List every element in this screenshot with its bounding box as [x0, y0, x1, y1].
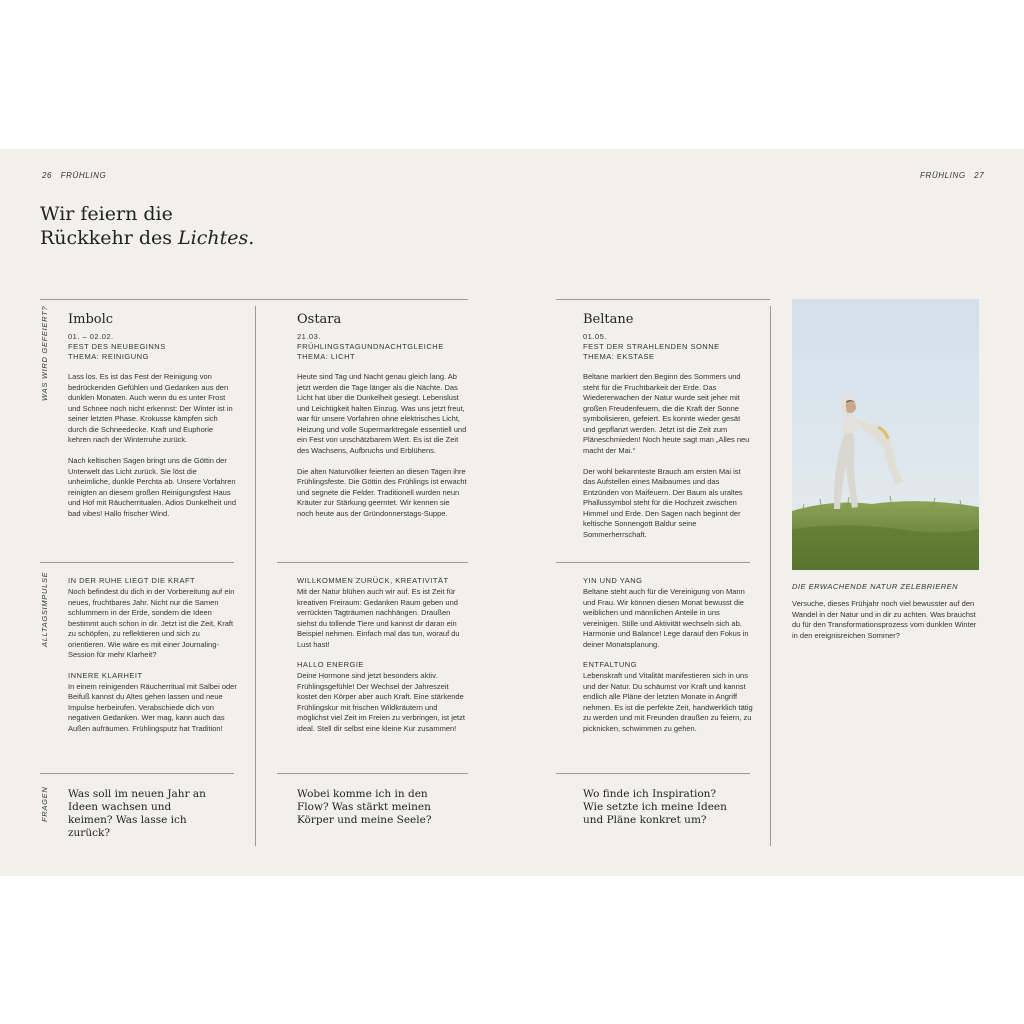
festival-title: FEST DER STRAHLENDEN SONNE	[583, 342, 720, 351]
page-headline	[40, 202, 254, 250]
impulse-title: INNERE KLARHEIT	[68, 670, 143, 680]
rule-impulse-1	[40, 562, 234, 563]
rule-question-1	[40, 773, 234, 774]
festival-column-ostara	[297, 312, 467, 530]
left-page-number: 26	[42, 171, 53, 180]
side-label-celebration: WAS WIRD GEFEIERT?	[40, 305, 49, 401]
festival-meta	[583, 332, 753, 362]
festival-body	[297, 372, 467, 519]
festival-paragraph: Beltane markiert den Beginn des Sommers und steht für die Fruchtbarkeit der Erde. Das Wiedererwachen der Natur wurde seit jeher mit großen Freudenfeuern, die die Kraft der Sonne symbolisieren, gefeiert. Es konnte wieder gesät und gepflanzt werden. Jetzt ist die Zeit zum Pläneschmieden! Noch heute sagt man „Alles neu macht der Mai.“	[583, 372, 750, 455]
impulse-title: YIN UND YANG	[583, 576, 643, 585]
festival-column-imbolc	[68, 312, 238, 530]
impulse-text: Lebenskraft und Vitalität manifestieren sich in uns und der Natur. Du schäumst vor Kraft und kannst endlich alle Pläne der letzten Monate in Angriff nehmen. Es ist die perfekte Zeit, handwerklich tätig zu werden und mit Freunden draußen zu feiern, zu picknicken, schwimmen zu gehen.	[583, 671, 753, 733]
rule-question-3	[556, 773, 750, 774]
right-page-number: 27	[974, 171, 985, 180]
festival-title: FEST DES NEUBEGINNS	[68, 342, 166, 351]
festival-paragraph: Nach keltischen Sagen bringt uns die Göttin der Unterwelt das Licht zurück. Sie löst die unheimliche, dunkle Perchta ab. Unsere Vorfahren reinigten an diesem großen Reinigungsfest Haus und Hof mit Räucherritualen. Adios Dunkelheit und bad vibes! Hallo frischer Wind.	[68, 456, 237, 518]
headline-line-2	[40, 226, 254, 250]
festival-name: Ostara	[297, 312, 342, 327]
photo-caption	[792, 582, 979, 641]
impulse-text: In einem reinigenden Räucherritual mit Salbei oder Beifuß kannst du Altes gehen lassen und neue Impulse herbeirufen. Verabschiede dich von negativen Gedanken. Wer mag, kann auch das Außen aufräumen. Frühlingsputz hat Tradition!	[68, 681, 237, 733]
impulse-title: IN DER RUHE LIEGT DIE KRAFT	[68, 576, 196, 585]
impulse-title: WILLKOMMEN ZURÜCK, KREATIVITÄT	[297, 576, 449, 585]
festival-theme: THEMA: LICHT	[297, 352, 356, 361]
festival-paragraph: Die alten Naturvölker feierten an diesen Tagen ihre Frühlingsfeste. Die Göttin des Frühlings ist erwacht und segnete die Felder. Traditionell wurden neun Kräuter zur Stärkung geerntet. Wir kennen sie noch heute aus der Gründonnerstags-Suppe.	[297, 466, 467, 518]
festival-theme: THEMA: EKSTASE	[583, 352, 655, 361]
festival-name: Imbolc	[68, 312, 114, 327]
column-divider-1	[255, 306, 256, 846]
festival-name: Beltane	[583, 312, 634, 327]
rule-impulse-2	[277, 562, 468, 563]
side-label-questions: FRAGEN	[40, 786, 49, 822]
impulses-beltane	[583, 576, 753, 734]
festival-theme: THEMA: REINIGUNG	[68, 352, 149, 361]
column-divider-2	[770, 306, 771, 846]
right-running-head: FRÜHLING	[920, 171, 966, 180]
rule-question-2	[277, 773, 468, 774]
impulse-title: ENTFALTUNG	[583, 660, 638, 669]
impulse-text: Mit der Natur blühen auch wir auf. Es ist Zeit für kreativen Freiraum: Gedanken Raum geben und verrückten Tagträumen nachhängen. Draußen siehst du tollende Tiere und kannst dir daran ein Beispiel nehmen. Einfach mal das tun, worauf du Lust hast!	[297, 587, 460, 649]
festival-meta	[297, 332, 467, 362]
festival-column-beltane	[583, 312, 753, 551]
headline-line-1: Wir feiern die	[40, 203, 173, 225]
impulse-text: Beltane steht auch für die Vereinigung von Mann und Frau. Wir können diesen Monat bewusst die weiblichen und männlichen Anteile in uns vereinigen. Stille und Aktivität wechseln sich ab. Harmonie und Balance! Lege darauf den Fokus in deiner Monatsplanung.	[583, 587, 749, 649]
festival-body	[68, 372, 238, 519]
festival-date: 01. – 02.02.	[68, 332, 114, 341]
festival-paragraph: Heute sind Tag und Nacht genau gleich lang. Ab jetzt werden die Tage länger als die Nächte. Das Licht hat über die Dunkelheit gesiegt. Lebenslust und Leichtigkeit halten Einzug. Was uns jetzt freut, war für unsere Vorfahren ohne elektrisches Licht, Heizung und volle Supermarktregale essentiell und ein Fest von unschätzbarem Wert. Es ist die Zeit des Wachsens, Aufbruchs und Erblühens.	[297, 372, 467, 455]
impulse-text: Noch befindest du dich in der Vorbereitung auf ein neues, fruchtbares Jahr. Nicht nur die Samen schlummern in der Erde, sondern die Ideen bestimmt auch schon in dir. Jetzt ist die Zeit, Kraft zu schöpfen, zu reflektieren und sich zu orientieren. Wie wäre es mit einer Journaling-Session für mehr Klarheit?	[68, 587, 235, 659]
headline-line-2-plain: Rückkehr des	[40, 227, 179, 249]
impulses-ostara	[297, 576, 467, 734]
impulse-text: Deine Hormone sind jetzt besonders aktiv. Frühlingsgefühle! Der Wechsel der Jahreszeit kostet den Körper aber auch Kraft. Eine stärkende Frühlingskur mit frischen Wildkräutern und möglichst viel Zeit im Freien zu verbringen, ist jetzt ideal. Stell dir selbst eine kleine Kur zusammen!	[297, 671, 465, 733]
left-running-head: FRÜHLING	[60, 171, 107, 180]
festival-date: 01.05.	[583, 332, 607, 341]
side-label-impulses: ALLTAGSIMPULSE	[40, 571, 49, 647]
caption-text: Versuche, dieses Frühjahr noch viel bewusster auf den Wandel in der Natur und in dir zu achten. Was brauchst du für den Transformationsprozess vom dunklen Winter in den ereignisreichen Sommer?	[792, 599, 977, 640]
question-ostara: Wobei komme ich in den Flow? Was stärkt meinen Körper und meine Seele?	[297, 788, 432, 826]
caption-title: DIE ERWACHENDE NATUR ZELEBRIEREN	[792, 582, 959, 591]
right-folio	[920, 171, 984, 180]
festival-paragraph: Der wohl bekannteste Brauch am ersten Mai ist das Aufstellen eines Maibaumes und das Entzünden von Maifeuern. Der Baum als uraltes Phallussymbol steht für die Hochzeit zwischen Himmel und Erde. Den Sagen nach beginnt der keltische Sonnengott Baldur seine Sommerherrschaft.	[583, 466, 743, 539]
left-folio	[42, 171, 106, 180]
festival-meta	[68, 332, 238, 362]
impulse-title: HALLO ENERGIE	[297, 660, 364, 669]
question-imbolc: Was soll im neuen Jahr an Ideen wachsen und keimen? Was lasse ich zurück?	[68, 788, 206, 839]
rule-impulse-3	[556, 562, 750, 563]
photo-illustration	[792, 299, 979, 570]
rule-top-right	[556, 299, 770, 300]
festival-title: FRÜHLINGSTAGUNDNACHTGLEICHE	[297, 342, 444, 351]
rule-top-left	[40, 299, 468, 300]
headline-line-2-italic: Lichtes.	[178, 227, 255, 249]
festival-date: 21.03.	[297, 332, 321, 341]
impulses-imbolc	[68, 576, 238, 734]
festival-paragraph: Lass los. Es ist das Fest der Reinigung von bedrückenden Gefühlen und Gedanken aus den dunklen Monaten. Auch wenn du es unter Frost und Schnee noch nicht erkennst: Der Winter ist in seiner letzten Phase. Krokusse kämpfen sich durch die Schneedecke. Kraft und Euphorie kehren nach der Winterruhe zurück.	[68, 372, 233, 444]
photo-woman-in-meadow	[792, 299, 979, 570]
festival-body	[583, 372, 753, 540]
question-beltane: Wo finde ich Inspiration? Wie setzte ich meine Ideen und Pläne konkret um?	[583, 788, 727, 826]
